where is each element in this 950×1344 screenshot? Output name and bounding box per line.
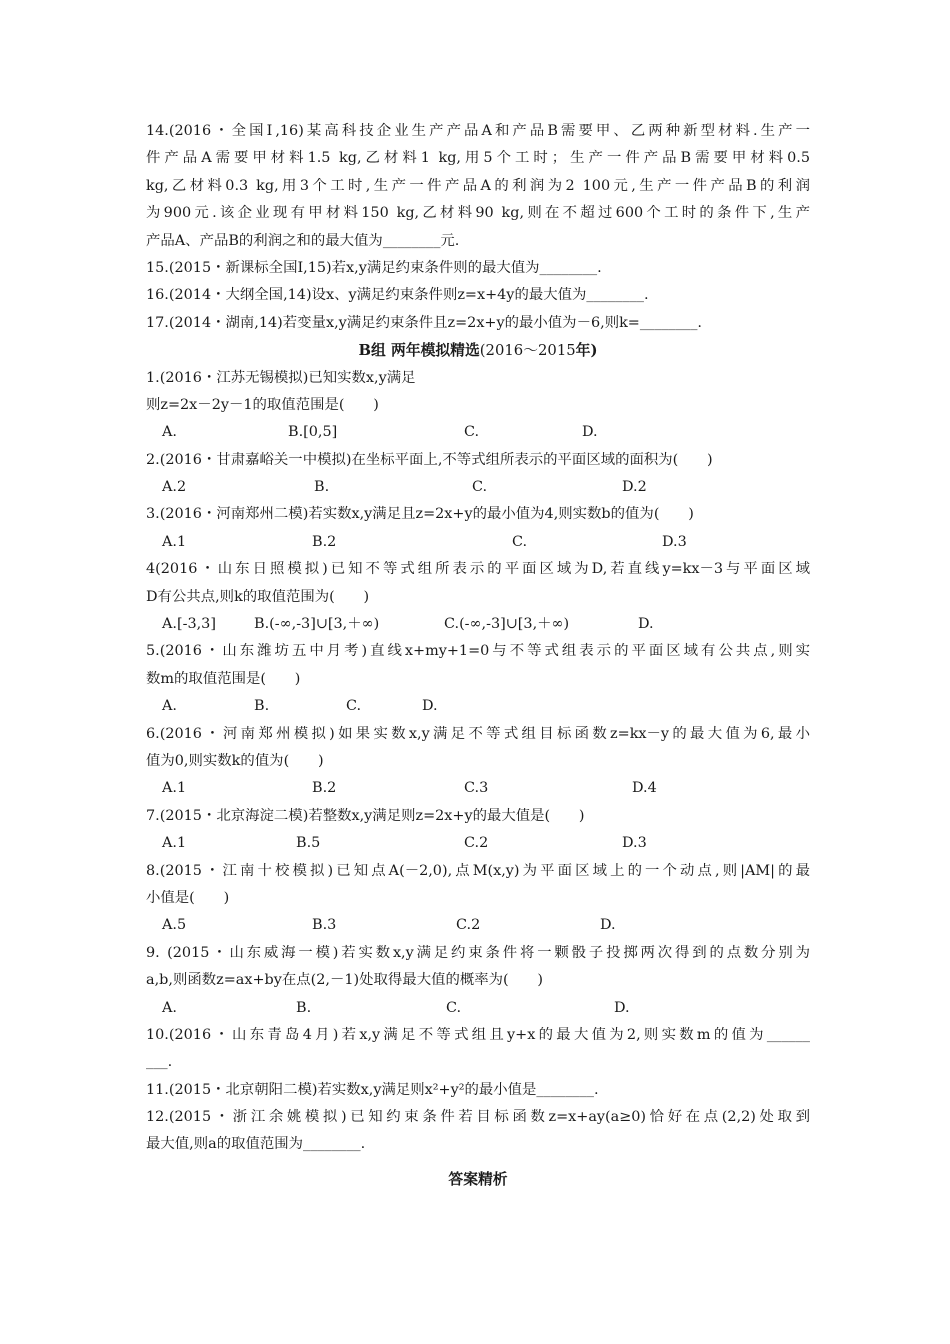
question-8-options (146, 912, 810, 939)
question-10-line: 10.(2016・山东青岛4月)若x,y满足不等式组且y+x的最大值为2,则实数m的值为______ (146, 1026, 810, 1043)
option-c: C. (346, 698, 362, 715)
question-15: 15.(2015・新课标全国Ⅰ,15)若x,y满足约束条件则的最大值为________. (146, 259, 602, 276)
question-9-options (146, 995, 810, 1022)
option-d: D.2 (622, 479, 647, 496)
option-a: A.5 (162, 917, 187, 934)
option-a: A. (162, 698, 177, 715)
option-b: B.2 (312, 780, 337, 797)
option-d: D. (582, 424, 598, 441)
question-5-options (146, 693, 810, 720)
section-b-heading-range: (2016～2015 (479, 342, 576, 360)
question-5-line: 数m的取值范围是( ) (146, 670, 301, 687)
section-b-heading (146, 337, 810, 364)
question-14-line: 14.(2016・全国Ⅰ,16)某高科技企业生产产品A和产品B需要甲、乙两种新型材料.生产一 (146, 123, 810, 139)
question-14-line: 产品A、产品B的利润之和的最大值为________元. (146, 232, 460, 249)
question-12-line: 12.(2015・浙江余姚模拟)已知约束条件若目标函数z=x+ay(a≥0)恰好在点(2,2)处取到 (146, 1109, 810, 1126)
question-6-line: 6.(2016・河南郑州模拟)如果实数x,y满足不等式组目标函数z=kx－y的最大值为6,最小 (146, 725, 810, 742)
document-page (146, 118, 810, 1193)
question-4-line: D有公共点,则k的取值范围为( ) (146, 588, 370, 605)
option-a: A.1 (162, 780, 187, 797)
question-7: 7.(2015・北京海淀二模)若整数x,y满足则z=2x+y的最大值是( ) (146, 807, 585, 824)
option-d: D.3 (662, 533, 687, 550)
question-5-line: 5.(2016・山东潍坊五中月考)直线x+my+1=0与不等式组表示的平面区域有公共点,则实 (146, 643, 810, 660)
question-4-options (146, 611, 810, 638)
option-b: B.3 (312, 917, 337, 934)
option-b: B. (254, 698, 270, 715)
question-12-line: 最大值,则a的取值范围为________. (146, 1136, 366, 1153)
question-6-line: 值为0,则实数k的值为( ) (146, 752, 324, 769)
option-c: C.3 (464, 780, 489, 797)
option-c: C. (446, 999, 462, 1016)
option-c: C.(-∞,-3]∪[3,＋∞) (444, 616, 570, 633)
question-8-line: 小值是( ) (146, 889, 230, 906)
option-b: B.5 (296, 835, 321, 852)
question-7-options (146, 830, 810, 857)
option-b: B.(-∞,-3]∪[3,＋∞) (254, 616, 380, 633)
option-a: A.1 (162, 533, 187, 550)
option-a: A. (162, 424, 177, 441)
option-c: C. (512, 533, 528, 550)
option-a: A.[-3,3] (162, 616, 216, 633)
option-d: D. (638, 616, 654, 633)
question-17: 17.(2014・湖南,14)若变量x,y满足约束条件且z=2x+y的最小值为－6,则k=________. (146, 314, 703, 331)
section-b-heading-main: B组 两年模拟精选 (358, 342, 480, 360)
option-b: B. (314, 479, 330, 496)
question-9-line: 9. (2015・山东威海一模)若实数x,y满足约束条件将一颗骰子投掷两次得到的点数分别为 (146, 944, 810, 961)
question-3-options (146, 529, 810, 556)
question-3: 3.(2016・河南郑州二模)若实数x,y满足且z=2x+y的最小值为4,则实数b的值为( ) (146, 506, 694, 523)
question-1-line: 1.(2016・江苏无锡模拟)已知实数x,y满足 (146, 369, 416, 386)
question-14 (146, 118, 810, 255)
question-9-line: a,b,则函数z=ax+by在点(2,－1)处取得最大值的概率为( ) (146, 972, 544, 989)
question-2: 2.(2016・甘肃嘉峪关一中模拟)在坐标平面上,不等式组所表示的平面区域的面积为( ) (146, 451, 713, 468)
option-b: B.2 (312, 533, 337, 550)
option-d: D. (614, 999, 630, 1016)
question-4-line: 4(2016・山东日照模拟)已知不等式组所表示的平面区域为D,若直线y=kx－3与平面区域 (146, 561, 810, 578)
option-a: A.1 (162, 835, 187, 852)
option-b: B.[0,5] (288, 424, 338, 441)
option-c: C. (472, 479, 488, 496)
option-d: D. (600, 917, 616, 934)
question-10-line: ___. (146, 1054, 173, 1071)
question-14-line: 件产品A需要甲材料1.5 kg,乙材料1 kg,用5个工时；生产一件产品B需要甲材料0.5 (146, 150, 810, 167)
question-14-line: 为900元.该企业现有甲材料150 kg,乙材料90 kg,则在不超过600个工时的条件下,生产 (146, 205, 810, 222)
option-d: D. (422, 698, 438, 715)
answer-heading: 答案精析 (448, 1170, 508, 1188)
option-a: A. (162, 999, 177, 1016)
section-b-heading-year: 年) (575, 342, 598, 360)
option-d: D.3 (622, 835, 647, 852)
question-1-options (146, 419, 810, 446)
question-8-line: 8.(2015・江南十校模拟)已知点A(－2,0),点M(x,y)为平面区域上的一个动点,则|AM|的最 (146, 862, 810, 879)
question-6-options (146, 775, 810, 802)
option-c: C.2 (464, 835, 489, 852)
option-b: B. (296, 999, 312, 1016)
question-16: 16.(2014・大纲全国,14)设x、y满足约束条件则z=x+4y的最大值为________. (146, 287, 649, 304)
option-a: A.2 (162, 479, 187, 496)
option-c: C.2 (456, 917, 481, 934)
question-1-line: 则z=2x－2y－1的取值范围是( ) (146, 396, 379, 413)
question-14-line: kg,乙材料0.3 kg,用3个工时,生产一件产品A的利润为2 100元,生产一件产品B的利润 (146, 177, 810, 194)
question-2-options (146, 474, 810, 501)
question-11: 11.(2015・北京朝阳二模)若实数x,y满足则x²+y²的最小值是________. (146, 1081, 599, 1098)
option-d: D.4 (632, 780, 657, 797)
option-c: C. (464, 424, 480, 441)
